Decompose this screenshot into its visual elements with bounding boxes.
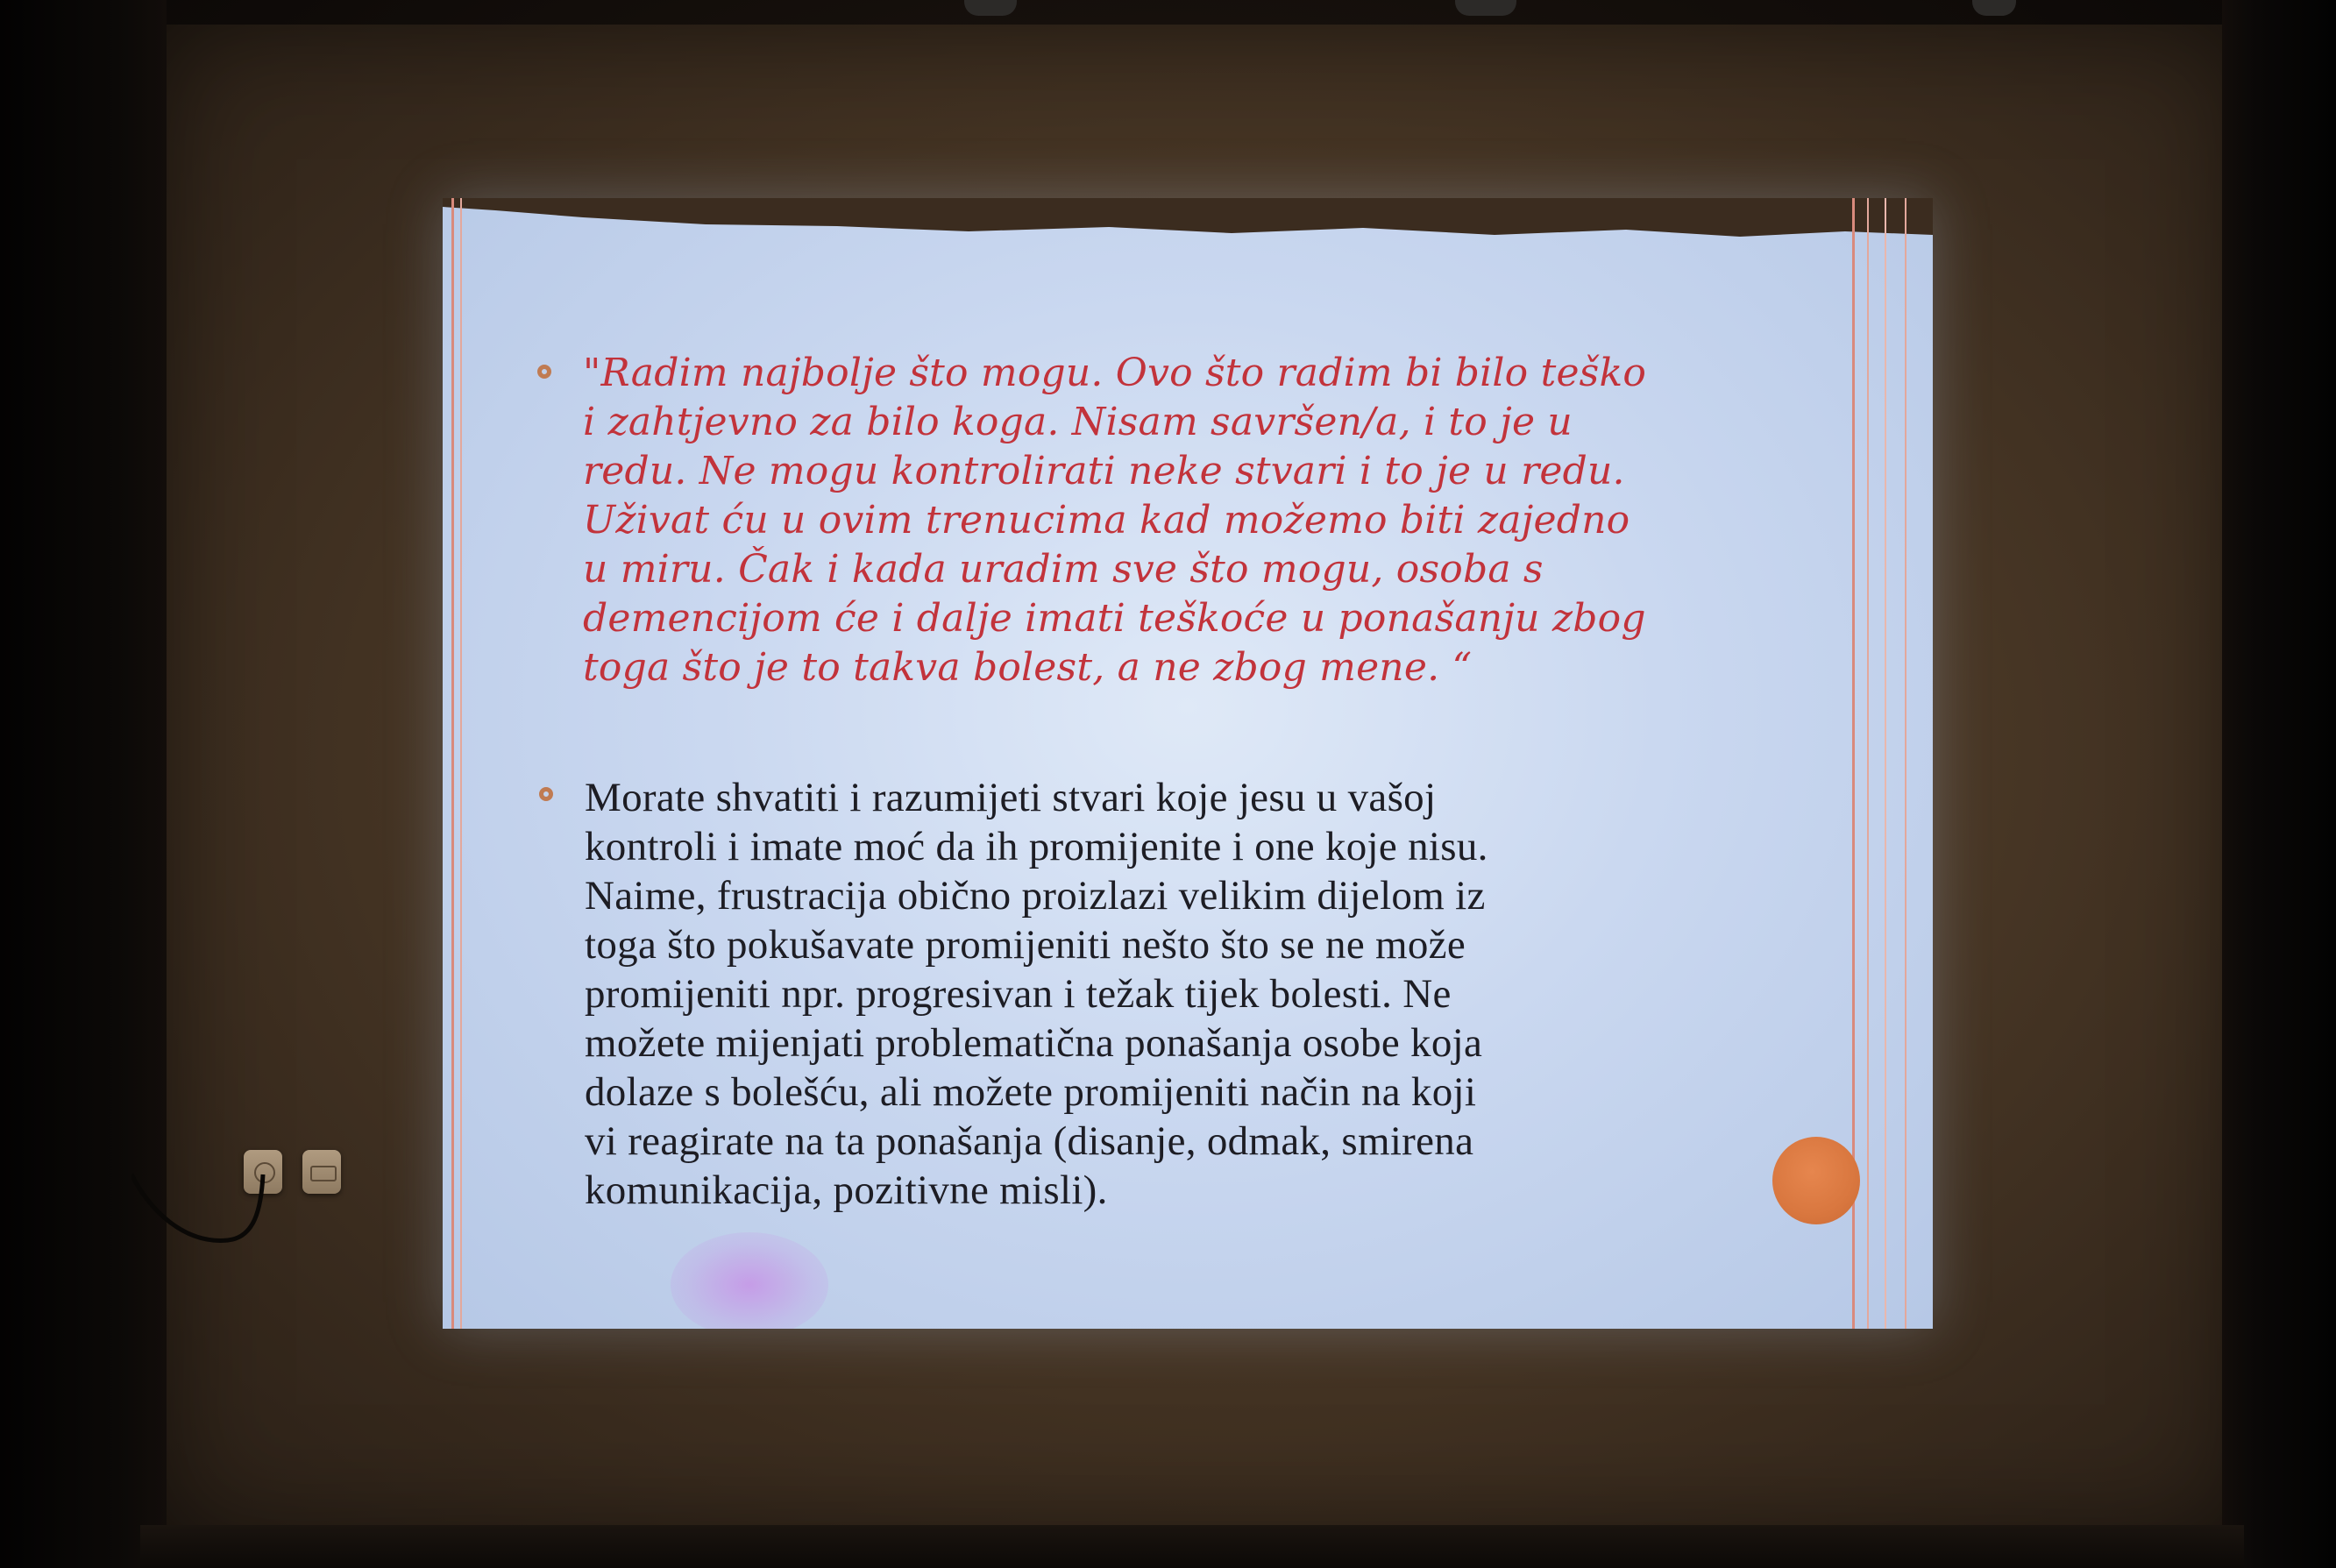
quote-paragraph xyxy=(583,349,1731,692)
ceiling-fixture xyxy=(1455,0,1516,16)
slide-border-line xyxy=(451,198,454,1329)
quote-line: toga što je to takva bolest, a ne zbog mene. “ xyxy=(583,645,1473,690)
quote-line: u miru. Čak i kada uradim sve što mogu, osoba s xyxy=(583,547,1544,592)
right-curtain xyxy=(2222,0,2336,1568)
body-line: kontroli i imate moć da ih promijenite i one koje nisu. xyxy=(585,824,1488,869)
slide-border-line xyxy=(1885,198,1886,1329)
body-line: Naime, frustracija obično proizlazi velikim dijelom iz xyxy=(585,873,1486,919)
body-line: komunikacija, pozitivne misli). xyxy=(585,1167,1108,1213)
wall-socket xyxy=(302,1150,341,1194)
socket-slot xyxy=(310,1166,337,1181)
ceiling-fixture xyxy=(1972,0,2016,16)
slide-top-edge xyxy=(443,198,1933,242)
body-line: vi reagirate na ta ponašanja (disanje, odmak, smirena xyxy=(585,1118,1474,1164)
quote-line: i zahtjevno za bilo koga. Nisam savršen/a, i to je u xyxy=(583,400,1573,444)
light-glare xyxy=(671,1232,828,1329)
body-line: možete mijenjati problematična ponašanja osobe koja xyxy=(585,1020,1483,1066)
body-line: toga što pokušavate promijeniti nešto što se ne može xyxy=(585,922,1466,968)
body-line: Morate shvatiti i razumijeti stvari koje jesu u vašoj xyxy=(585,775,1437,820)
body-line: promijeniti npr. progresivan i težak tijek bolesti. Ne xyxy=(585,971,1452,1017)
body-paragraph xyxy=(585,773,1750,1215)
slide-border-line xyxy=(460,198,462,1329)
stage-floor xyxy=(140,1525,2244,1568)
quote-line: Uživat ću u ovim trenucima kad možemo biti zajedno xyxy=(583,498,1630,543)
quote-line: redu. Ne mogu kontrolirati neke stvari i to je u redu. xyxy=(583,449,1625,493)
bullet-ring-icon xyxy=(539,787,553,801)
slide-border-line xyxy=(1867,198,1869,1329)
body-line: dolaze s bolešću, ali možete promijeniti način na koji xyxy=(585,1069,1477,1115)
slide-border-line xyxy=(1905,198,1906,1329)
presentation-slide xyxy=(443,198,1933,1329)
bullet-ring-icon xyxy=(537,365,551,379)
orange-circle-decoration xyxy=(1772,1137,1860,1224)
quote-line: "Radim najbolje što mogu. Ovo što radim bi bilo teško xyxy=(583,351,1647,395)
left-curtain xyxy=(0,0,167,1568)
power-cable xyxy=(131,1157,272,1245)
quote-line: demencijom će i dalje imati teškoće u ponašanju zbog xyxy=(583,596,1646,641)
ceiling-fixture xyxy=(964,0,1017,16)
